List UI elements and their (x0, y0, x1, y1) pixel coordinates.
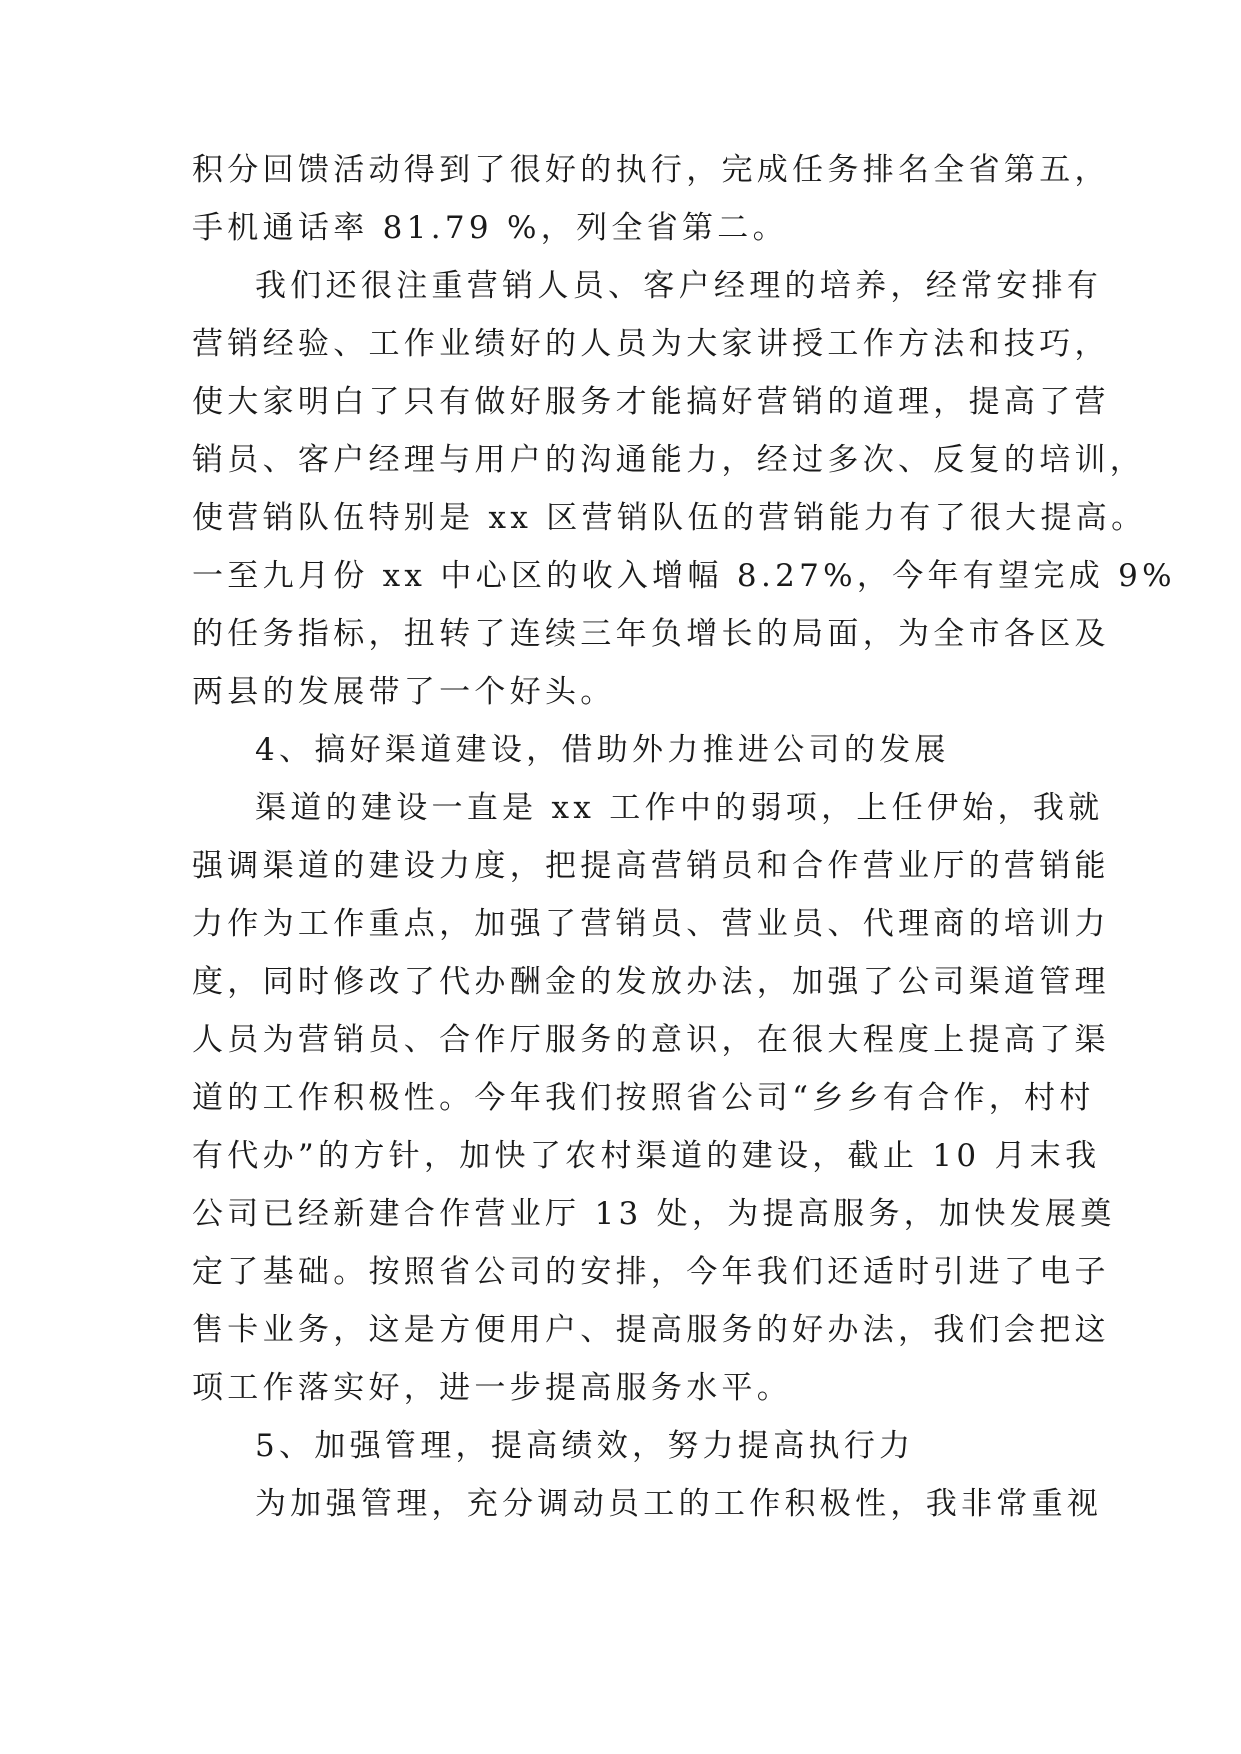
text-line: 渠道的建设一直是 xx 工作中的弱项，上任伊始，我就 (255, 790, 1104, 826)
section-heading: 5、加强管理，提高绩效，努力提高执行力 (255, 1428, 915, 1464)
text-line: 我们还很注重营销人员、客户经理的培养，经常安排有 (255, 268, 1103, 304)
text-line: 为加强管理，充分调动员工的工作积极性，我非常重视 (255, 1486, 1103, 1522)
text-line: 使大家明白了只有做好服务才能搞好营销的道理，提高了营 (192, 384, 1110, 420)
text-line: 两县的发展带了一个好头。 (192, 674, 616, 710)
text-line: 人员为营销员、合作厅服务的意识，在很大程度上提高了渠 (192, 1022, 1110, 1058)
text-line: 一至九月份 xx 中心区的收入增幅 8.27%，今年有望完成 9% (192, 558, 1176, 594)
text-line: 力作为工作重点，加强了营销员、营业员、代理商的培训力 (192, 906, 1110, 942)
text-line: 度，同时修改了代办酬金的发放办法，加强了公司渠道管理 (192, 964, 1110, 1000)
text-line: 项工作落实好，进一步提高服务水平。 (192, 1370, 793, 1406)
text-line: 营销经验、工作业绩好的人员为大家讲授工作方法和技巧， (192, 326, 1110, 362)
text-line: 售卡业务，这是方便用户、提高服务的好办法，我们会把这 (192, 1312, 1110, 1348)
text-line: 的任务指标，扭转了连续三年负增长的局面，为全市各区及 (192, 616, 1110, 652)
text-line: 使营销队伍特别是 xx 区营销队伍的营销能力有了很大提高。 (192, 500, 1147, 536)
section-heading: 4、搞好渠道建设，借助外力推进公司的发展 (255, 732, 950, 768)
text-line: 道的工作积极性。今年我们按照省公司“乡乡有合作，村村 (192, 1080, 1095, 1116)
text-line: 定了基础。按照省公司的安排，今年我们还适时引进了电子 (192, 1254, 1110, 1290)
text-line: 有代办”的方针，加快了农村渠道的建设，截止 10 月末我 (192, 1138, 1101, 1174)
text-line: 积分回馈活动得到了很好的执行，完成任务排名全省第五， (192, 152, 1110, 188)
text-line: 公司已经新建合作营业厅 13 处，为提高服务，加快发展奠 (192, 1196, 1116, 1232)
text-line: 强调渠道的建设力度，把提高营销员和合作营业厅的营销能 (192, 848, 1110, 884)
text-line: 手机通话率 81.79 %，列全省第二。 (192, 210, 788, 246)
text-line: 销员、客户经理与用户的沟通能力，经过多次、反复的培训， (192, 442, 1146, 478)
